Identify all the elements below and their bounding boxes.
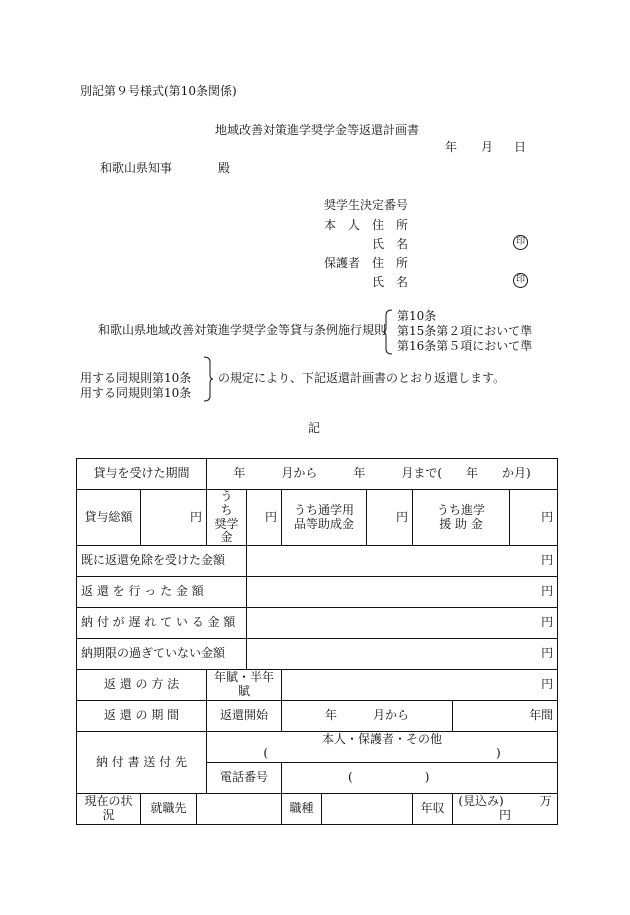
table-row [77,670,558,701]
repaid-label: 返 還 を 行 っ た 金 額 [77,577,247,608]
table-row [77,794,558,825]
repaid-value[interactable]: 円 [247,577,558,608]
repayment-plan-table [76,458,558,825]
table-row [77,546,558,577]
overdue-label: 納 付 が 遅 れ て い る 金 額 [77,608,247,639]
guardian-label: 保護者 [324,256,361,270]
decision-number-label: 奨学生決定番号 [324,198,409,212]
table-row [77,459,558,490]
method-label: 返 還 の 方 法 [77,670,207,701]
guardian-address-label: 住 所 [372,256,409,270]
right-brace-icon [203,356,213,402]
guardian-name-label: 氏 名 [372,275,409,289]
ki-heading: 記 [308,421,321,435]
term-start-label: 返還開始 [207,701,282,732]
applied-line-1: 用する同規則第10条 [80,371,192,385]
date-month: 月 [481,140,494,154]
preamble-ending: の規定により、下記返還計画書のとおり返還します。 [218,371,506,385]
supplies-grant-label: うち通学用 品等助成金 [282,490,367,546]
seal-icon: 印 [513,273,528,288]
document-title: 地域改善対策進学奨学金等返還計画書 [215,123,420,137]
table-row [77,701,558,732]
self-label: 本 人 [324,218,361,232]
entrance-aid-value[interactable]: 円 [510,490,558,546]
rule-name: 和歌山県地域改善対策進学奨学金等貸与条例施行規則 [98,323,387,337]
supplies-grant-value[interactable]: 円 [367,490,413,546]
addressee: 和歌山県知事 [100,161,173,175]
job-value[interactable] [322,794,413,825]
income-value[interactable]: (見込み) 万円 [453,794,558,825]
table-row [77,608,558,639]
employer-label: 就職先 [141,794,197,825]
scholarship-label: う ち 奨学金 [207,490,247,546]
term-start-value[interactable]: 年 月から [282,701,453,732]
applied-line-2: 用する同規則第10条 [80,386,192,400]
table-row [77,577,558,608]
method-option[interactable]: 年賦・半年賦 [207,670,282,701]
option-article16: 第16条第５項において準 [397,339,533,353]
phone-label: 電話番号 [207,763,282,794]
not-due-label: 納期限の過ぎていない金額 [77,639,247,670]
table-row [77,490,558,546]
term-years[interactable]: 年間 [453,701,558,732]
date-year: 年 [445,140,458,154]
job-label: 職種 [282,794,322,825]
send-label: 納 付 書 送 付 先 [77,732,207,794]
exempted-value[interactable]: 円 [247,546,558,577]
period-value[interactable]: 年 月から 年 月まで( 年 か月) [207,459,558,490]
total-label: 貸与総額 [77,490,141,546]
employer-value[interactable] [197,794,282,825]
not-due-value[interactable]: 円 [247,639,558,670]
table-row [77,732,558,763]
entrance-aid-label: うち進学 援 助 金 [413,490,510,546]
self-address-label: 住 所 [372,218,409,232]
method-amount[interactable]: 円 [282,670,558,701]
exempted-label: 既に返還免除を受けた金額 [77,546,247,577]
term-label: 返 還 の 期 間 [77,701,207,732]
form-number: 別記第９号様式(第10条関係) [80,84,237,98]
seal-icon: 印 [513,235,528,250]
total-value[interactable]: 円 [141,490,207,546]
option-article10: 第10条 [397,309,437,323]
scholarship-value[interactable]: 円 [247,490,282,546]
overdue-value[interactable]: 円 [247,608,558,639]
table-row [77,639,558,670]
self-name-label: 氏 名 [372,237,409,251]
left-brace-icon [383,309,393,355]
option-article15: 第15条第２項において準 [397,324,533,338]
status-label: 現在の状況 [77,794,141,825]
period-label: 貸与を受けた期間 [77,459,207,490]
send-destination[interactable]: 本人・保護者・その他( ) [207,732,558,763]
honorific: 殿 [218,161,231,175]
phone-value[interactable]: ( ) [282,763,558,794]
income-label: 年収 [413,794,453,825]
date-day: 日 [514,140,527,154]
